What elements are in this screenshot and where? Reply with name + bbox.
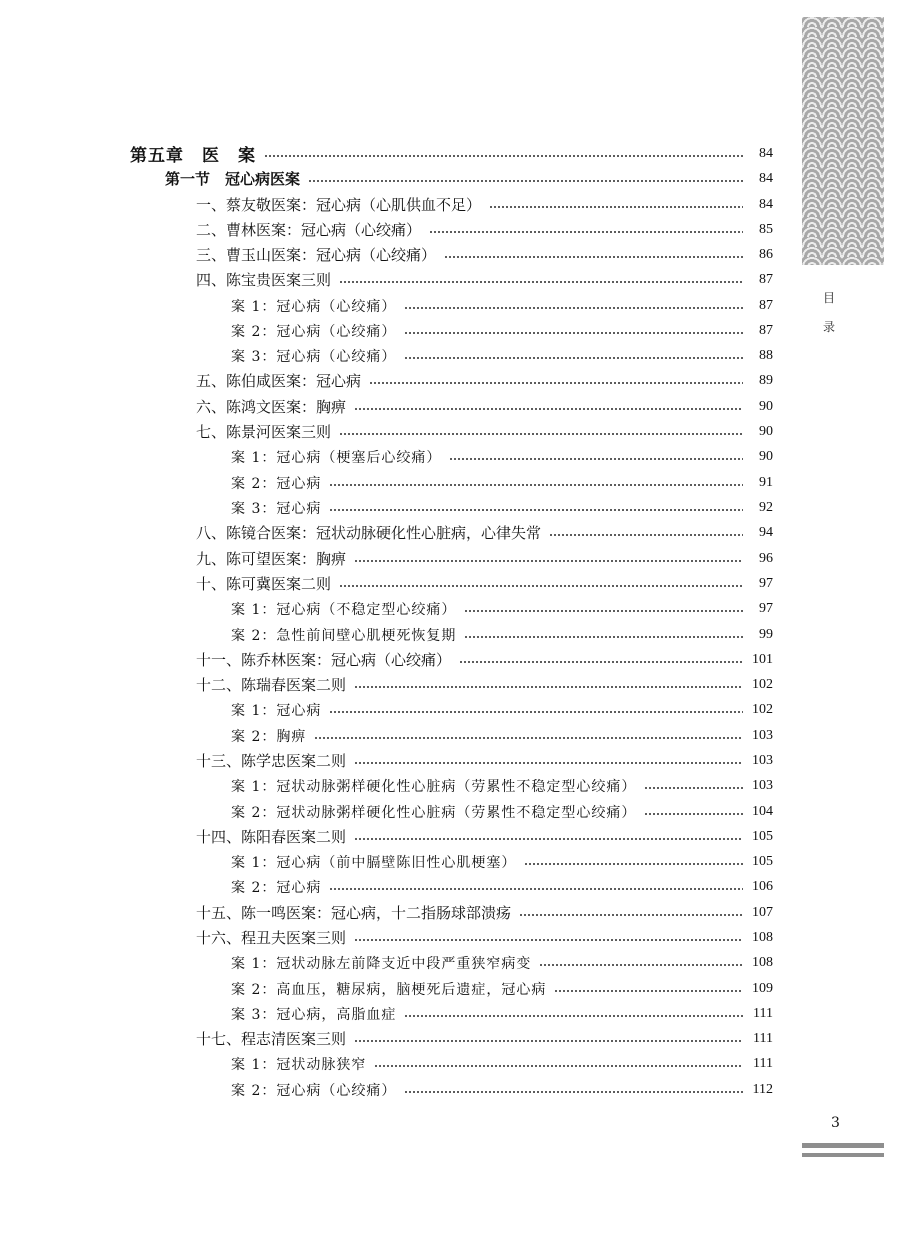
- toc-entry[interactable]: [196, 368, 773, 393]
- toc-entry-page: 94: [759, 524, 773, 540]
- dot-leader: [404, 1015, 743, 1017]
- toc-entry-page: 97: [759, 575, 773, 591]
- toc-entry-page: 108: [752, 929, 773, 945]
- toc-entry-page: 106: [752, 878, 773, 894]
- toc-entry-title: 案 3：冠心病（心绞痛）: [231, 348, 397, 365]
- toc-entry-title: 九、陈可望医案：胸痹: [196, 550, 347, 568]
- dot-leader: [354, 1040, 743, 1042]
- toc-entry-page: 86: [759, 246, 773, 262]
- toc-entry-title: 八、陈镜合医案：冠状动脉硬化性心脏病，心律失常: [196, 524, 542, 542]
- toc-entry[interactable]: [231, 1077, 773, 1102]
- toc-entry[interactable]: [231, 596, 773, 621]
- dot-leader: [354, 762, 743, 764]
- toc-entry[interactable]: [231, 495, 773, 520]
- toc-entry-title: 案 1：冠心病（前中膈壁陈旧性心肌梗塞）: [231, 854, 517, 871]
- toc-entry[interactable]: [165, 166, 773, 191]
- toc-entry-page: 108: [752, 954, 773, 970]
- toc-entry-page: 85: [759, 221, 773, 237]
- toc-entry[interactable]: [196, 192, 773, 217]
- toc-entry-page: 107: [752, 904, 773, 920]
- toc-entry-title: 案 2：冠心病: [231, 475, 322, 492]
- toc-entry-page: 90: [759, 448, 773, 464]
- toc-entry-title: 十五、陈一鸣医案：冠心病，十二指肠球部溃疡: [196, 904, 512, 922]
- dot-leader: [444, 256, 743, 258]
- toc-entry-title: 案 2：胸痹: [231, 728, 307, 745]
- toc-entry[interactable]: [231, 849, 773, 874]
- dot-leader: [429, 231, 743, 233]
- toc-entry-title: 案 2：高血压，糖尿病，脑梗死后遗症，冠心病: [231, 981, 547, 998]
- dot-leader: [264, 155, 743, 157]
- dot-leader: [308, 180, 743, 182]
- toc-entry-page: 101: [752, 651, 773, 667]
- toc-entry[interactable]: [196, 647, 773, 672]
- dot-leader: [464, 610, 743, 612]
- toc-entry[interactable]: [196, 419, 773, 444]
- toc-entry[interactable]: [231, 343, 773, 368]
- toc-entry-page: 102: [752, 676, 773, 692]
- dot-leader: [404, 357, 743, 359]
- toc-entry-title: 案 2：冠心病: [231, 879, 322, 896]
- toc-entry[interactable]: [231, 622, 773, 647]
- toc-entry-page: 91: [759, 474, 773, 490]
- toc-entry[interactable]: [231, 773, 773, 798]
- toc-entry-page: 89: [759, 372, 773, 388]
- toc-entry-page: 92: [759, 499, 773, 515]
- toc-entry-title: 十六、程丑夫医案三则: [196, 929, 347, 947]
- toc-entry-title: 十一、陈乔林医案：冠心病（心绞痛）: [196, 651, 452, 669]
- toc-entry-title: 三、曹玉山医案：冠心病（心绞痛）: [196, 246, 437, 264]
- dot-leader: [404, 332, 743, 334]
- toc-entry-title: 案 2：冠心病（心绞痛）: [231, 323, 397, 340]
- toc-entry-title: 案 1：冠心病（不稳定型心绞痛）: [231, 601, 457, 618]
- dot-leader: [549, 534, 743, 536]
- toc-entry[interactable]: [231, 318, 773, 343]
- toc-entry-page: 103: [752, 752, 773, 768]
- toc-entry-title: 十七、程志清医案三则: [196, 1030, 347, 1048]
- toc-entry-title: 十三、陈学忠医案二则: [196, 752, 347, 770]
- toc-entry[interactable]: [231, 976, 773, 1001]
- toc-entry[interactable]: [196, 242, 773, 267]
- toc-entry[interactable]: [196, 672, 773, 697]
- dot-leader: [329, 888, 743, 890]
- dot-leader: [374, 1065, 743, 1067]
- toc-entry-page: 84: [759, 170, 773, 186]
- toc-entry[interactable]: [231, 697, 773, 722]
- dot-leader: [459, 661, 743, 663]
- toc-entry[interactable]: [231, 293, 773, 318]
- toc-entry-title: 一、蔡友敬医案：冠心病（心肌供血不足）: [196, 196, 482, 214]
- toc-entry[interactable]: [196, 520, 773, 545]
- toc-entry-title: 十四、陈阳春医案二则: [196, 828, 347, 846]
- toc-entry-title: 七、陈景河医案三则: [196, 423, 332, 441]
- toc-entry-page: 84: [759, 145, 773, 161]
- toc-entry[interactable]: [196, 1026, 773, 1051]
- side-label-lu: 录: [823, 320, 836, 334]
- toc-entry-title: 二、曹林医案：冠心病（心绞痛）: [196, 221, 422, 239]
- toc-entry[interactable]: [196, 546, 773, 571]
- toc-entry[interactable]: [196, 217, 773, 242]
- dot-leader: [339, 281, 743, 283]
- side-label-mu: 目: [823, 291, 836, 305]
- dot-leader: [329, 484, 743, 486]
- toc-entry-page: 105: [752, 828, 773, 844]
- toc-entry-title: 案 1：冠心病（梗塞后心绞痛）: [231, 449, 442, 466]
- dot-leader: [519, 914, 743, 916]
- dot-leader: [524, 863, 743, 865]
- toc-entry[interactable]: [196, 571, 773, 596]
- dot-leader: [404, 307, 743, 309]
- dot-leader: [354, 939, 743, 941]
- toc-entry[interactable]: [196, 824, 773, 849]
- toc-entry[interactable]: [231, 1001, 773, 1026]
- dot-leader: [339, 585, 743, 587]
- toc-entry-title: 第五章 医 案: [130, 146, 256, 166]
- toc-entry-page: 111: [753, 1055, 773, 1071]
- toc-entry-title: 案 3：冠心病: [231, 500, 322, 517]
- toc-entry-title: 案 1：冠状动脉狭窄: [231, 1056, 367, 1073]
- toc-entry-page: 87: [759, 297, 773, 313]
- toc-entry-page: 90: [759, 423, 773, 439]
- toc-entry-page: 96: [759, 550, 773, 566]
- dot-leader: [329, 509, 743, 511]
- dot-leader: [489, 206, 743, 208]
- dot-leader: [354, 560, 743, 562]
- toc-entry-page: 105: [752, 853, 773, 869]
- toc-entry-title: 案 1：冠状动脉粥样硬化性心脏病（劳累性不稳定型心绞痛）: [231, 778, 637, 795]
- dot-leader: [404, 1091, 743, 1093]
- toc-entry-page: 102: [752, 701, 773, 717]
- toc-entry[interactable]: [231, 950, 773, 975]
- toc-entry-page: 109: [752, 980, 773, 996]
- dot-leader: [354, 838, 743, 840]
- toc-entry-page: 87: [759, 322, 773, 338]
- toc-entry-title: 案 2：冠状动脉粥样硬化性心脏病（劳累性不稳定型心绞痛）: [231, 804, 637, 821]
- toc-entry[interactable]: [196, 900, 773, 925]
- dot-leader: [644, 787, 743, 789]
- dot-leader: [449, 458, 743, 460]
- toc-entry[interactable]: [196, 267, 773, 292]
- toc-entry[interactable]: [231, 874, 773, 899]
- toc-entry[interactable]: [196, 748, 773, 773]
- toc-entry-page: 99: [759, 626, 773, 642]
- dot-leader: [354, 686, 743, 688]
- toc-entry-title: 五、陈伯咸医案：冠心病: [196, 372, 362, 390]
- toc-entry-title: 案 1：冠心病: [231, 702, 322, 719]
- toc-entry-page: 97: [759, 600, 773, 616]
- toc-entry[interactable]: [130, 141, 773, 166]
- dot-leader: [314, 737, 743, 739]
- toc-entry-page: 112: [752, 1081, 773, 1097]
- toc-entry[interactable]: [231, 723, 773, 748]
- toc-entry-title: 第一节 冠心病医案: [165, 170, 301, 188]
- toc-entry-page: 84: [759, 196, 773, 212]
- toc-entry[interactable]: [196, 925, 773, 950]
- toc-entry-title: 案 2：急性前间壁心肌梗死恢复期: [231, 627, 457, 644]
- toc-entry-title: 十二、陈瑞春医案二则: [196, 676, 347, 694]
- decorative-wave-panel: [802, 17, 884, 265]
- dot-leader: [339, 433, 743, 435]
- dot-leader: [464, 636, 743, 638]
- toc-entry-page: 90: [759, 398, 773, 414]
- toc-entry[interactable]: [196, 394, 773, 419]
- page-number: 3: [831, 1115, 840, 1131]
- dot-leader: [539, 964, 743, 966]
- toc-entry-title: 案 3：冠心病，高脂血症: [231, 1006, 397, 1023]
- toc-entry-title: 六、陈鸿文医案：胸痹: [196, 398, 347, 416]
- toc-entry-page: 104: [752, 803, 773, 819]
- dot-leader: [644, 813, 743, 815]
- toc-entry-title: 案 1：冠状动脉左前降支近中段严重狭窄病变: [231, 955, 532, 972]
- toc-entry-page: 103: [752, 777, 773, 793]
- toc-entry-title: 案 2：冠心病（心绞痛）: [231, 1082, 397, 1099]
- toc-entry[interactable]: [231, 470, 773, 495]
- footer-bar-bottom: [802, 1153, 884, 1157]
- toc-entry-page: 111: [753, 1005, 773, 1021]
- dot-leader: [354, 408, 743, 410]
- dot-leader: [329, 711, 743, 713]
- toc-entry-page: 87: [759, 271, 773, 287]
- toc-entry-title: 十、陈可冀医案二则: [196, 575, 332, 593]
- toc-entry-title: 四、陈宝贵医案三则: [196, 271, 332, 289]
- footer-bar-top: [802, 1143, 884, 1148]
- toc-entry-page: 111: [753, 1030, 773, 1046]
- toc-entry-page: 103: [752, 727, 773, 743]
- dot-leader: [554, 990, 743, 992]
- toc-entry-title: 案 1：冠心病（心绞痛）: [231, 298, 397, 315]
- dot-leader: [369, 382, 743, 384]
- toc-entry[interactable]: [231, 1051, 773, 1076]
- toc-entry[interactable]: [231, 444, 773, 469]
- toc-entry-page: 88: [759, 347, 773, 363]
- toc-entry[interactable]: [231, 799, 773, 824]
